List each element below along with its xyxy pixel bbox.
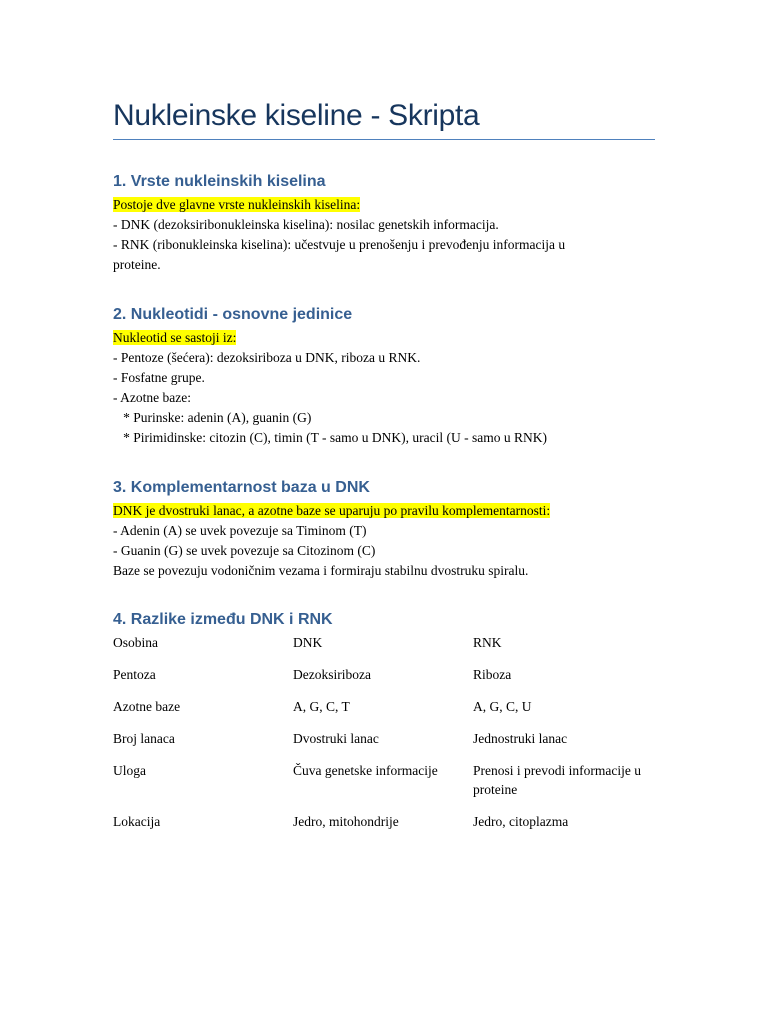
body-line: * Pirimidinske: citozin (C), timin (T - samo u DNK), uracil (U - samo u RNK) — [113, 430, 547, 445]
highlighted-text: Postoje dve glavne vrste nukleinskih kiselina: — [113, 197, 361, 212]
section-heading: 1. Vrste nukleinskih kiselina — [113, 173, 326, 190]
table-cell: Pentoza — [113, 667, 156, 682]
table-cell: Čuva genetske informacije — [293, 763, 438, 778]
table-cell: Uloga — [113, 763, 146, 778]
highlighted-text: DNK je dvostruki lanac, a azotne baze se uparuju po pravilu komplementarnosti: — [113, 503, 551, 518]
table-header-cell: DNK — [293, 635, 323, 650]
body-line: - Adenin (A) se uvek povezuje sa Timinom (T) — [113, 523, 367, 538]
table-cell: Jedro, citoplazma — [473, 814, 569, 829]
section-nucleotides — [113, 304, 655, 448]
section-body — [113, 195, 655, 275]
table-row — [113, 729, 643, 761]
table-cell: Lokacija — [113, 814, 161, 829]
body-line: - RNK (ribonukleinska kiselina): učestvuje u prenošenju i prevođenju informacija u — [113, 237, 566, 252]
section-body — [113, 501, 655, 581]
section-types — [113, 171, 655, 275]
body-line: - Fosfatne grupe. — [113, 370, 205, 385]
section-complementarity — [113, 477, 655, 581]
table-cell: A, G, C, U — [473, 699, 532, 714]
document-title: Nukleinske kiseline - Skripta — [113, 99, 480, 132]
table-row — [113, 812, 643, 844]
body-line: Baze se povezuju vodoničnim vezama i formiraju stabilnu dvostruku spiralu. — [113, 563, 529, 578]
table-cell: Azotne baze — [113, 699, 181, 714]
body-line: - Pentoze (šećera): dezoksiriboza u DNK, riboza u RNK. — [113, 350, 421, 365]
table-cell: Dvostruki lanac — [293, 731, 379, 746]
body-line: - Azotne baze: — [113, 390, 191, 405]
document-page — [113, 0, 655, 829]
body-line: * Purinske: adenin (A), guanin (G) — [113, 410, 312, 425]
body-line: - Guanin (G) se uvek povezuje sa Citozinom (C) — [113, 543, 376, 558]
section-differences — [113, 609, 655, 844]
body-line: - DNK (dezoksiribonukleinska kiselina): nosilac genetskih informacija. — [113, 217, 499, 232]
table-cell: Jednostruki lanac — [473, 731, 568, 746]
table-cell: Prenosi i prevodi informacije u proteine — [473, 763, 641, 797]
comparison-table — [113, 633, 643, 844]
table-cell: Riboza — [473, 667, 512, 682]
table-row — [113, 761, 643, 812]
section-heading: 2. Nukleotidi - osnovne jedinice — [113, 306, 353, 323]
section-heading: 3. Komplementarnost baza u DNK — [113, 479, 370, 496]
table-row — [113, 697, 643, 729]
table-cell: Dezoksiriboza — [293, 667, 371, 682]
table-header-row — [113, 633, 643, 665]
highlighted-text: Nukleotid se sastoji iz: — [113, 330, 237, 345]
table-cell: Broj lanaca — [113, 731, 175, 746]
table-header-cell: RNK — [473, 635, 502, 650]
body-line: proteine. — [113, 257, 161, 272]
section-body — [113, 328, 655, 448]
title-divider — [113, 139, 655, 140]
section-heading: 4. Razlike između DNK i RNK — [113, 611, 333, 628]
table-cell: A, G, C, T — [293, 699, 350, 714]
table-cell: Jedro, mitohondrije — [293, 814, 399, 829]
table-row — [113, 665, 643, 697]
table-header-cell: Osobina — [113, 635, 158, 650]
